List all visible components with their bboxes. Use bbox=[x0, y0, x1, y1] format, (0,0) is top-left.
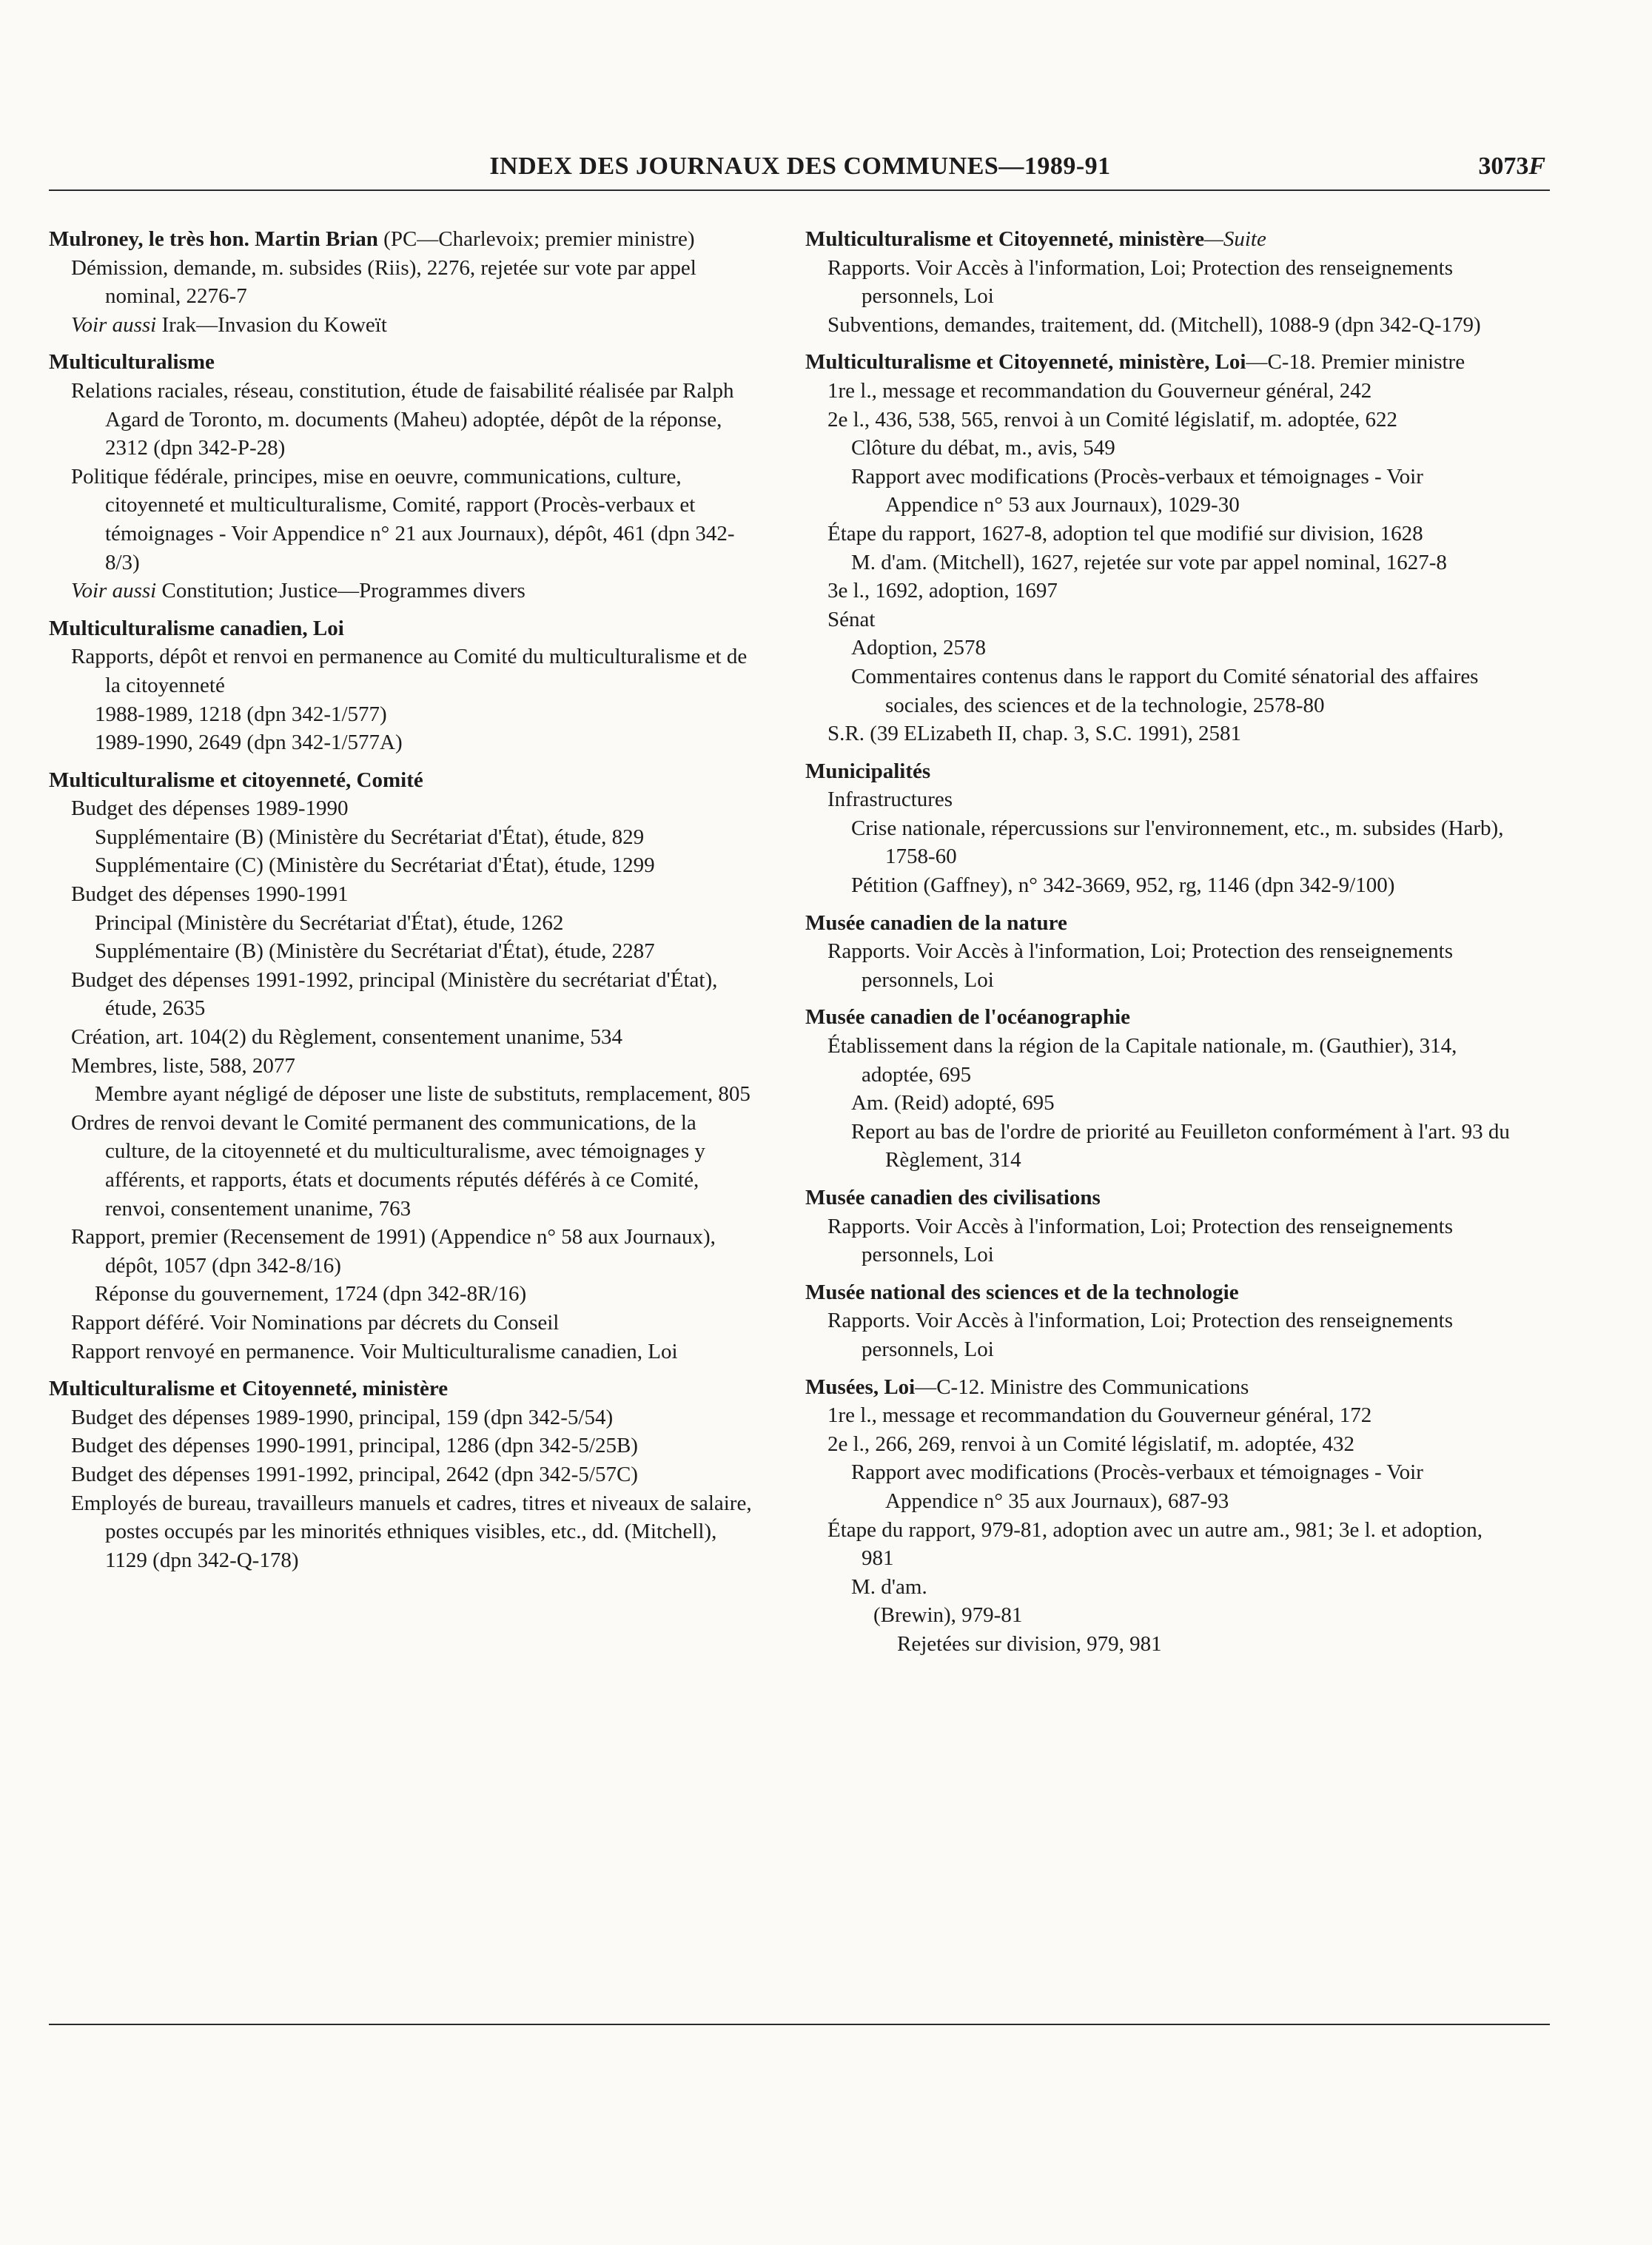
subentry bbox=[851, 1089, 1516, 1118]
subentry-text: Irak—Invasion du Koweït bbox=[156, 312, 387, 337]
subentry-text: 2e l., 266, 269, renvoi à un Comité législatif, m. adoptée, 432 bbox=[827, 1432, 1354, 1456]
subentry-text: Ordres de renvoi devant le Comité permanent des communications, de la culture, de la citoyenneté et du multiculturalisme, avec témoignages y afférents, et rapports, états et documents réputés déférés à ce Comité, renvoi, consentement unanime, 763 bbox=[71, 1110, 705, 1221]
subentry bbox=[71, 1403, 759, 1432]
heading-text: Musées, Loi bbox=[805, 1375, 916, 1399]
page-header bbox=[49, 145, 1551, 191]
subentry bbox=[851, 814, 1516, 871]
subentry bbox=[71, 1052, 759, 1081]
subentry-text: Établissement dans la région de la Capitale nationale, m. (Gauthier), 314, adoptée, 695 bbox=[827, 1034, 1457, 1087]
subentry-text: Rapport avec modifications (Procès-verbaux et témoignages - Voir Appendice n° 53 aux Journaux), 1029-30 bbox=[851, 464, 1423, 517]
entry-heading bbox=[805, 225, 1516, 254]
subentry-text: Création, art. 104(2) du Règlement, consentement unanime, 534 bbox=[71, 1025, 622, 1050]
subentry-text: Rapports. Voir Accès à l'information, Loi; Protection des renseignements personnels, Loi bbox=[827, 1214, 1453, 1267]
subentry bbox=[71, 311, 759, 340]
heading-text: Musée canadien des civilisations bbox=[805, 1186, 1101, 1209]
footer-rule bbox=[49, 2024, 1550, 2025]
subentry bbox=[71, 1309, 759, 1338]
subentry-text: Supplémentaire (B) (Ministère du Secrétariat d'État), étude, 829 bbox=[95, 825, 645, 849]
subentry bbox=[71, 1223, 759, 1280]
subentry bbox=[851, 548, 1516, 577]
entry-heading bbox=[49, 766, 759, 795]
subentry-text: Politique fédérale, principes, mise en oeuvre, communications, culture, citoyenneté et multiculturalisme, Comité, rapport (Procès-verbaux et témoignages - Voir Appendice n° 21 aux Journaux), dépôt, 461 (dpn 342-8/3) bbox=[71, 464, 735, 574]
subentry-text: Crise nationale, répercussions sur l'environnement, etc., m. subsides (Harb), 1758-60 bbox=[851, 816, 1504, 869]
subentry-text: Constitution; Justice—Programmes divers bbox=[156, 579, 526, 603]
heading-text: Musée national des sciences et de la technologie bbox=[805, 1280, 1239, 1304]
subentry bbox=[851, 434, 1516, 463]
subentry-text: Subventions, demandes, traitement, dd. (Mitchell), 1088-9 (dpn 342-Q-179) bbox=[827, 312, 1481, 337]
subentry bbox=[71, 254, 759, 311]
subentry-text: Rapports. Voir Accès à l'information, Loi; Protection des renseignements personnels, Loi bbox=[827, 939, 1453, 992]
index-entry bbox=[805, 909, 1516, 995]
subentry-text: Rapport avec modifications (Procès-verbaux et témoignages - Voir Appendice n° 35 aux Journaux), 687-93 bbox=[851, 1460, 1423, 1513]
subentry-text: Principal (Ministère du Secrétariat d'État), étude, 1262 bbox=[95, 910, 564, 935]
subentry-text: (Brewin), 979-81 bbox=[873, 1603, 1023, 1628]
subentry bbox=[897, 1630, 1516, 1659]
heading-qualifier: (PC—Charlevoix; premier ministre) bbox=[377, 227, 695, 251]
subentry-text: Réponse du gouvernement, 1724 (dpn 342-8R/16) bbox=[95, 1282, 527, 1306]
subentry bbox=[95, 937, 759, 966]
subentry bbox=[827, 254, 1516, 311]
subentry bbox=[851, 463, 1516, 520]
entry-heading bbox=[49, 225, 759, 254]
subentry bbox=[71, 1338, 759, 1366]
heading-text: Multiculturalisme bbox=[49, 350, 215, 375]
subentry bbox=[827, 937, 1516, 994]
index-entry bbox=[805, 225, 1516, 339]
subentry bbox=[95, 823, 759, 852]
left-column bbox=[49, 225, 759, 1583]
subentry bbox=[71, 1460, 759, 1489]
index-entry bbox=[49, 766, 759, 1366]
subentry bbox=[827, 605, 1516, 634]
subentry bbox=[827, 1306, 1516, 1363]
index-entry bbox=[805, 1184, 1516, 1269]
see-also-label: Voir aussi bbox=[71, 312, 157, 337]
subentry-text: 1re l., message et recommandation du Gouverneur général, 172 bbox=[827, 1403, 1372, 1428]
subentry bbox=[827, 1401, 1516, 1430]
page-number-digits: 3073 bbox=[1478, 152, 1529, 180]
subentry-text: Budget des dépenses 1991-1992, principal, 2642 (dpn 342-5/57C) bbox=[71, 1462, 638, 1486]
subentry-text: Adoption, 2578 bbox=[851, 636, 987, 660]
subentry-text: Report au bas de l'ordre de priorité au Feuilleton conformément à l'art. 93 du Règlement, 314 bbox=[851, 1119, 1510, 1172]
subentry bbox=[827, 311, 1516, 340]
heading-text: Musée canadien de la nature bbox=[805, 910, 1067, 935]
subentry-text: Employés de bureau, travailleurs manuels et cadres, titres et niveaux de salaire, postes occupés par les minorités ethniques visibles, etc., dd. (Mitchell), 1129 (dpn 342-Q-178) bbox=[71, 1491, 752, 1572]
subentry-text: Membres, liste, 588, 2077 bbox=[71, 1053, 295, 1078]
subentry-text: Clôture du débat, m., avis, 549 bbox=[851, 436, 1115, 460]
subentry-text: Supplémentaire (B) (Ministère du Secrétariat d'État), étude, 2287 bbox=[95, 939, 655, 964]
subentry-text: Rapports. Voir Accès à l'information, Loi; Protection des renseignements personnels, Loi bbox=[827, 1309, 1453, 1361]
subentry-text: 3e l., 1692, adoption, 1697 bbox=[827, 579, 1058, 603]
subentry-text: Étape du rapport, 979-81, adoption avec un autre am., 981; 3e l. et adoption, 981 bbox=[827, 1517, 1483, 1571]
subentry bbox=[827, 577, 1516, 605]
subentry-text: Supplémentaire (C) (Ministère du Secrétariat d'État), étude, 1299 bbox=[95, 853, 655, 878]
index-entry bbox=[805, 1003, 1516, 1175]
index-entry bbox=[49, 225, 759, 339]
subentry bbox=[851, 1118, 1516, 1175]
subentry bbox=[827, 520, 1516, 548]
index-entry bbox=[805, 757, 1516, 900]
entry-heading bbox=[49, 614, 759, 643]
page-number-suffix: F bbox=[1528, 152, 1545, 180]
subentry bbox=[71, 1023, 759, 1052]
subentry-text: 1re l., message et recommandation du Gouverneur général, 242 bbox=[827, 378, 1372, 403]
subentry-text: Rapport, premier (Recensement de 1991) (Appendice n° 58 aux Journaux), dépôt, 1057 (dpn 342-8/16) bbox=[71, 1225, 716, 1278]
subentry-text: Infrastructures bbox=[827, 788, 953, 812]
heading-qualifier: —C-12. Ministre des Communications bbox=[915, 1375, 1249, 1399]
subentry-text: Rejetées sur division, 979, 981 bbox=[897, 1631, 1162, 1656]
subentry bbox=[71, 377, 759, 463]
subentry bbox=[71, 1489, 759, 1575]
subentry-text: 1989-1990, 2649 (dpn 342-1/577A) bbox=[95, 731, 403, 755]
subentry-text: Budget des dépenses 1989-1990, principal, 159 (dpn 342-5/54) bbox=[71, 1405, 614, 1429]
subentry bbox=[95, 1080, 759, 1109]
subentry-text: Démission, demande, m. subsides (Riis), 2276, rejetée sur vote par appel nominal, 2276-7 bbox=[71, 255, 696, 309]
subentry bbox=[851, 1573, 1516, 1602]
subentry-text: Budget des dépenses 1990-1991, principal, 1286 (dpn 342-5/25B) bbox=[71, 1434, 638, 1458]
subentry bbox=[95, 1280, 759, 1309]
heading-text: Multiculturalisme et citoyenneté, Comité bbox=[49, 768, 423, 792]
subentry-text: 1988-1989, 1218 (dpn 342-1/577) bbox=[95, 702, 387, 726]
subentry-text: Rapport renvoyé en permanence. Voir Multiculturalisme canadien, Loi bbox=[71, 1339, 678, 1363]
entry-heading bbox=[805, 909, 1516, 938]
heading-text: Multiculturalisme canadien, Loi bbox=[49, 616, 344, 640]
subentry bbox=[827, 1212, 1516, 1269]
subentry-text: 2e l., 436, 538, 565, renvoi à un Comité législatif, m. adoptée, 622 bbox=[827, 407, 1397, 432]
index-entry bbox=[49, 1375, 759, 1574]
subentry-text: S.R. (39 ELizabeth II, chap. 3, S.C. 1991), 2581 bbox=[827, 722, 1241, 746]
entry-heading bbox=[49, 348, 759, 377]
subentry bbox=[827, 1516, 1516, 1573]
entry-heading bbox=[805, 1278, 1516, 1307]
subentry-text: Rapports, dépôt et renvoi en permanence au Comité du multiculturalisme et de la citoyenneté bbox=[71, 645, 748, 697]
subentry-text: M. d'am. bbox=[851, 1574, 927, 1599]
subentry bbox=[827, 1430, 1516, 1459]
subentry-text: Commentaires contenus dans le rapport du Comité sénatorial des affaires sociales, des sciences et de la technologie, 2578-80 bbox=[851, 664, 1479, 717]
subentry bbox=[851, 662, 1516, 719]
subentry-text: Sénat bbox=[827, 607, 876, 631]
subentry-text: Budget des dépenses 1991-1992, principal (Ministère du secrétariat d'État), étude, 2635 bbox=[71, 967, 718, 1021]
heading-text: Multiculturalisme et Citoyenneté, ministère, Loi bbox=[805, 350, 1246, 375]
subentry-text: Rapport déféré. Voir Nominations par décrets du Conseil bbox=[71, 1310, 560, 1335]
subentry bbox=[873, 1601, 1516, 1630]
subentry bbox=[95, 728, 759, 757]
index-entry bbox=[49, 614, 759, 757]
subentry-text: Membre ayant négligé de déposer une liste de substituts, remplacement, 805 bbox=[95, 1082, 751, 1107]
subentry-text: Am. (Reid) adopté, 695 bbox=[851, 1091, 1055, 1115]
subentry-text: Étape du rapport, 1627-8, adoption tel que modifié sur division, 1628 bbox=[827, 521, 1423, 546]
heading-text: Mulroney, le très hon. Martin Brian bbox=[49, 227, 378, 251]
subentry-text: Relations raciales, réseau, constitution, étude de faisabilité réalisée par Ralph Agard de Toronto, m. documents (Maheu) adoptée, dépôt de la réponse, 2312 (dpn 342-P-28) bbox=[71, 378, 734, 460]
see-also-label: Voir aussi bbox=[71, 579, 157, 603]
subentry bbox=[71, 577, 759, 605]
subentry bbox=[851, 871, 1516, 900]
heading-text: Multiculturalisme et Citoyenneté, ministère bbox=[805, 227, 1205, 251]
subentry bbox=[71, 463, 759, 577]
index-entry bbox=[49, 348, 759, 605]
header-rule bbox=[49, 189, 1550, 191]
subentry bbox=[71, 880, 759, 909]
subentry bbox=[71, 794, 759, 823]
subentry-text: Budget des dépenses 1989-1990 bbox=[71, 796, 349, 821]
index-entry bbox=[805, 348, 1516, 748]
heading-qualifier: —C-18. Premier ministre bbox=[1246, 350, 1465, 375]
subentry-text: Pétition (Gaffney), n° 342-3669, 952, rg, 1146 (dpn 342-9/100) bbox=[851, 873, 1395, 898]
entry-heading bbox=[805, 1184, 1516, 1212]
subentry bbox=[827, 719, 1516, 748]
entry-heading bbox=[49, 1375, 759, 1403]
heading-text: Musée canadien de l'océanographie bbox=[805, 1005, 1131, 1030]
subentry bbox=[71, 1109, 759, 1223]
heading-text: Multiculturalisme et Citoyenneté, ministère bbox=[49, 1377, 449, 1401]
entry-heading bbox=[805, 1373, 1516, 1402]
subentry bbox=[827, 785, 1516, 814]
right-column bbox=[805, 225, 1516, 1668]
subentry bbox=[827, 1032, 1516, 1089]
entry-heading bbox=[805, 348, 1516, 377]
running-title: INDEX DES JOURNAUX DES COMMUNES—1989-91 bbox=[489, 152, 1111, 180]
subentry bbox=[71, 966, 759, 1023]
index-entry bbox=[805, 1373, 1516, 1659]
subentry-text: M. d'am. (Mitchell), 1627, rejetée sur vote par appel nominal, 1627-8 bbox=[851, 550, 1447, 574]
heading-continuation: —Suite bbox=[1204, 227, 1266, 251]
subentry bbox=[827, 377, 1516, 406]
subentry-text: Rapports. Voir Accès à l'information, Loi; Protection des renseignements personnels, Loi bbox=[827, 255, 1453, 309]
entry-heading bbox=[805, 1003, 1516, 1032]
entry-heading bbox=[805, 757, 1516, 786]
subentry bbox=[851, 634, 1516, 662]
subentry bbox=[827, 406, 1516, 434]
subentry-text: Budget des dépenses 1990-1991 bbox=[71, 882, 349, 907]
page-number bbox=[1478, 152, 1545, 181]
heading-text: Municipalités bbox=[805, 759, 931, 783]
subentry bbox=[71, 1432, 759, 1460]
subentry bbox=[95, 909, 759, 938]
subentry bbox=[95, 700, 759, 729]
index-entry bbox=[805, 1278, 1516, 1364]
subentry bbox=[71, 642, 759, 699]
subentry bbox=[851, 1458, 1516, 1515]
subentry bbox=[95, 851, 759, 880]
